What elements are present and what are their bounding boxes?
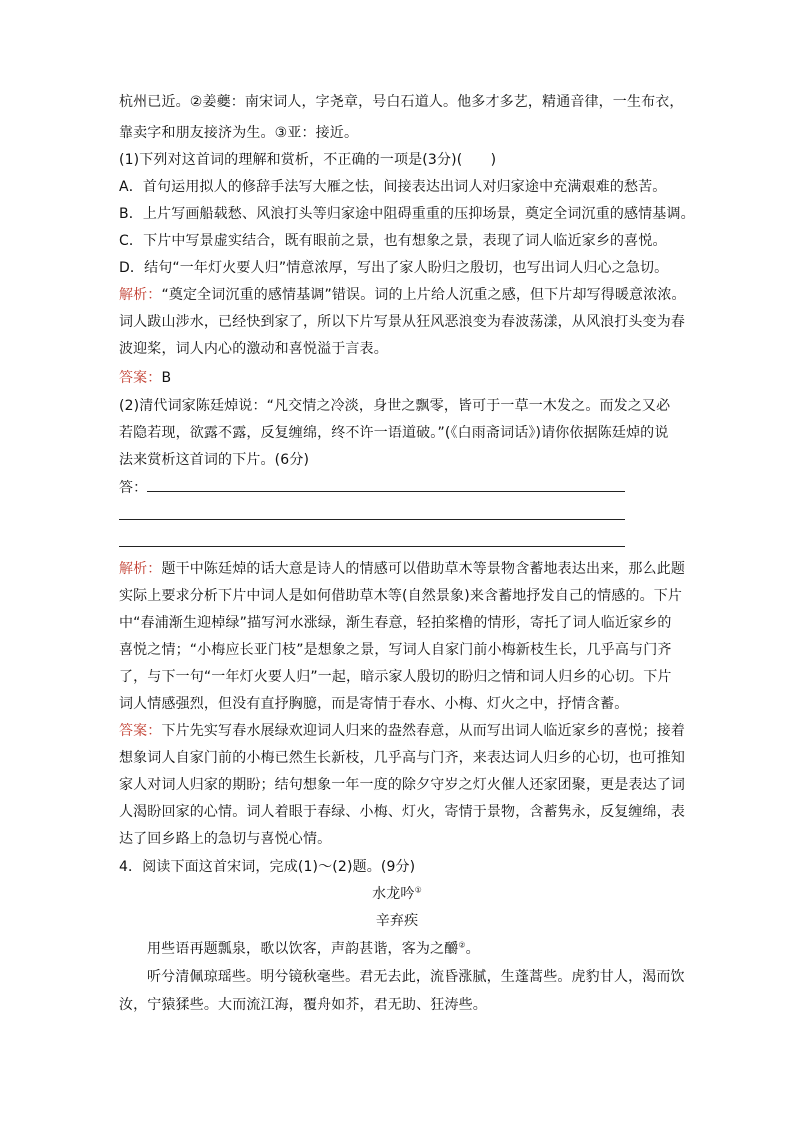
- question-2-stem: 若隐若现，欲露不露，反复缠绵，终不许一语道破。”(《白雨斋词话》)请你依据陈廷焯的说: [119, 425, 669, 441]
- question-4-stem: 4．阅读下面这首宋词，完成(1)～(2)题。(9分): [119, 859, 416, 875]
- q2-answer-line: 想象词人自家门前的小梅已然生长新枝，几乎高与门齐，来表达词人归乡的心切，也可推知: [119, 750, 685, 766]
- q2-analysis-line: 词人情感强烈，但没有直抒胸臆，而是寄情于春水、小梅、灯火之中，抒情含蓄。: [119, 696, 629, 712]
- footnote-marker: ①: [414, 885, 422, 895]
- question-1-stem: (1)下列对这首词的理解和赏析，不正确的一项是(3分)( ): [119, 152, 497, 168]
- intro-line: 靠卖字和朋友接济为生。③亚：接近。: [119, 125, 359, 141]
- answer-prompt: 答：: [119, 480, 148, 496]
- answer-value: B: [161, 370, 172, 386]
- poem-title-text: 水龙吟: [372, 886, 415, 902]
- q2-answer-line: 家人对词人归家的期盼；结句想象一年一度的除夕守岁之灯火催人还家团聚，更是表达了词: [119, 777, 685, 793]
- poem-title: [0, 884, 794, 904]
- q1-analysis-line: 词人跋山涉水，已经快到家了，所以下片写景从狂风恶浪变为春波荡漾，从风浪打头变为春: [119, 314, 685, 330]
- q2-analysis-line: 喜悦之情；“小梅应长亚门枝”是想象之景，写词人自家门前小梅新枝生长，几乎高与门齐: [119, 642, 672, 658]
- option-d: D．结句“一年灯火要人归”情意浓厚，写出了家人盼归之殷切，也写出词人归心之急切。: [119, 260, 669, 276]
- option-b: B．上片写画船载愁、风浪打头等归家途中阻碍重重的压抑场景，奠定全词沉重的感情基调。: [119, 206, 695, 222]
- q2-analysis-line: 实际上要求分析下片中词人是如何借助草木等(自然景象)来含蓄地抒发自己的情感的。下片: [119, 588, 683, 604]
- answer-text: 下片先实写春水展绿欢迎词人归来的盎然春意，从而写出词人临近家乡的喜悦；接着: [161, 723, 686, 739]
- footnote-marker: ②: [458, 940, 466, 950]
- poem-line: 听兮清佩琼瑶些。明兮镜秋毫些。君无去此，流昏涨腻，生蓬蒿些。虎豹甘人，渴而饮: [147, 969, 685, 985]
- answer-line: [119, 519, 625, 520]
- q2-answer-line: 达了回乡路上的急切与喜悦心情。: [119, 831, 332, 847]
- analysis-label: 解析：: [119, 287, 162, 303]
- answer-line: [147, 491, 625, 492]
- answer-label: 答案：: [119, 723, 162, 739]
- poem-author: 辛弃疾: [375, 913, 419, 929]
- q1-analysis-line: 波迎桨，词人内心的激动和喜悦溢于言表。: [119, 341, 388, 357]
- q1-analysis-line: [119, 285, 686, 305]
- analysis-text: 题干中陈廷焯的话大意是诗人的情感可以借助草木等景物含蓄地表达出来，那么此题: [161, 561, 686, 577]
- poem-preface: [147, 939, 480, 959]
- option-c: C．下片中写景虚实结合，既有眼前之景，也有想象之景，表现了词人临近家乡的喜悦。: [119, 233, 667, 249]
- analysis-text: “奠定全词沉重的感情基调”错误。词的上片给人沉重之感，但下片却写得暖意浓浓。: [161, 287, 686, 303]
- answer-line: [119, 546, 625, 547]
- question-2-stem: 法来赏析这首词的下片。(6分): [119, 452, 310, 468]
- analysis-label: 解析：: [119, 561, 162, 577]
- option-a: A．首句运用拟人的修辞手法写大雁之怯，间接表达出词人对归家途中充满艰难的愁苦。: [119, 179, 667, 195]
- preface-text: 用些语再题瓢泉，歌以饮客，声韵甚谐，客为之釂: [147, 941, 459, 957]
- answer-label: 答案：: [119, 370, 162, 386]
- q2-answer-line: [119, 721, 685, 741]
- q2-analysis-line: 了，与下一句“一年灯火要人归”一起，暗示家人殷切的盼归之情和词人归乡的心切。下片: [119, 669, 672, 685]
- question-2-stem: (2)清代词家陈廷焯说：“凡交情之冷淡，身世之飘零，皆可于一草一木发之。而发之又必: [119, 398, 671, 414]
- q1-answer: [119, 368, 171, 388]
- q2-answer-line: 人渴盼回家的心情。词人着眼于春绿、小梅、灯火，寄情于景物，含蓄隽永，反复缠绵，表: [119, 804, 685, 820]
- intro-line: 杭州已近。②姜夔：南宋词人，字尧章，号白石道人。他多才多艺，精通音律，一生布衣，: [119, 94, 684, 110]
- preface-end: 。: [465, 941, 480, 957]
- q2-analysis-line: 中“春浦渐生迎棹绿”描写河水涨绿，渐生春意，轻拍桨橹的情形，寄托了词人临近家乡的: [119, 615, 672, 631]
- q2-analysis-line: [119, 559, 685, 579]
- poem-line: 汝，宁猿猱些。大而流江海，覆舟如芥，君无助、狂涛些。: [119, 997, 487, 1013]
